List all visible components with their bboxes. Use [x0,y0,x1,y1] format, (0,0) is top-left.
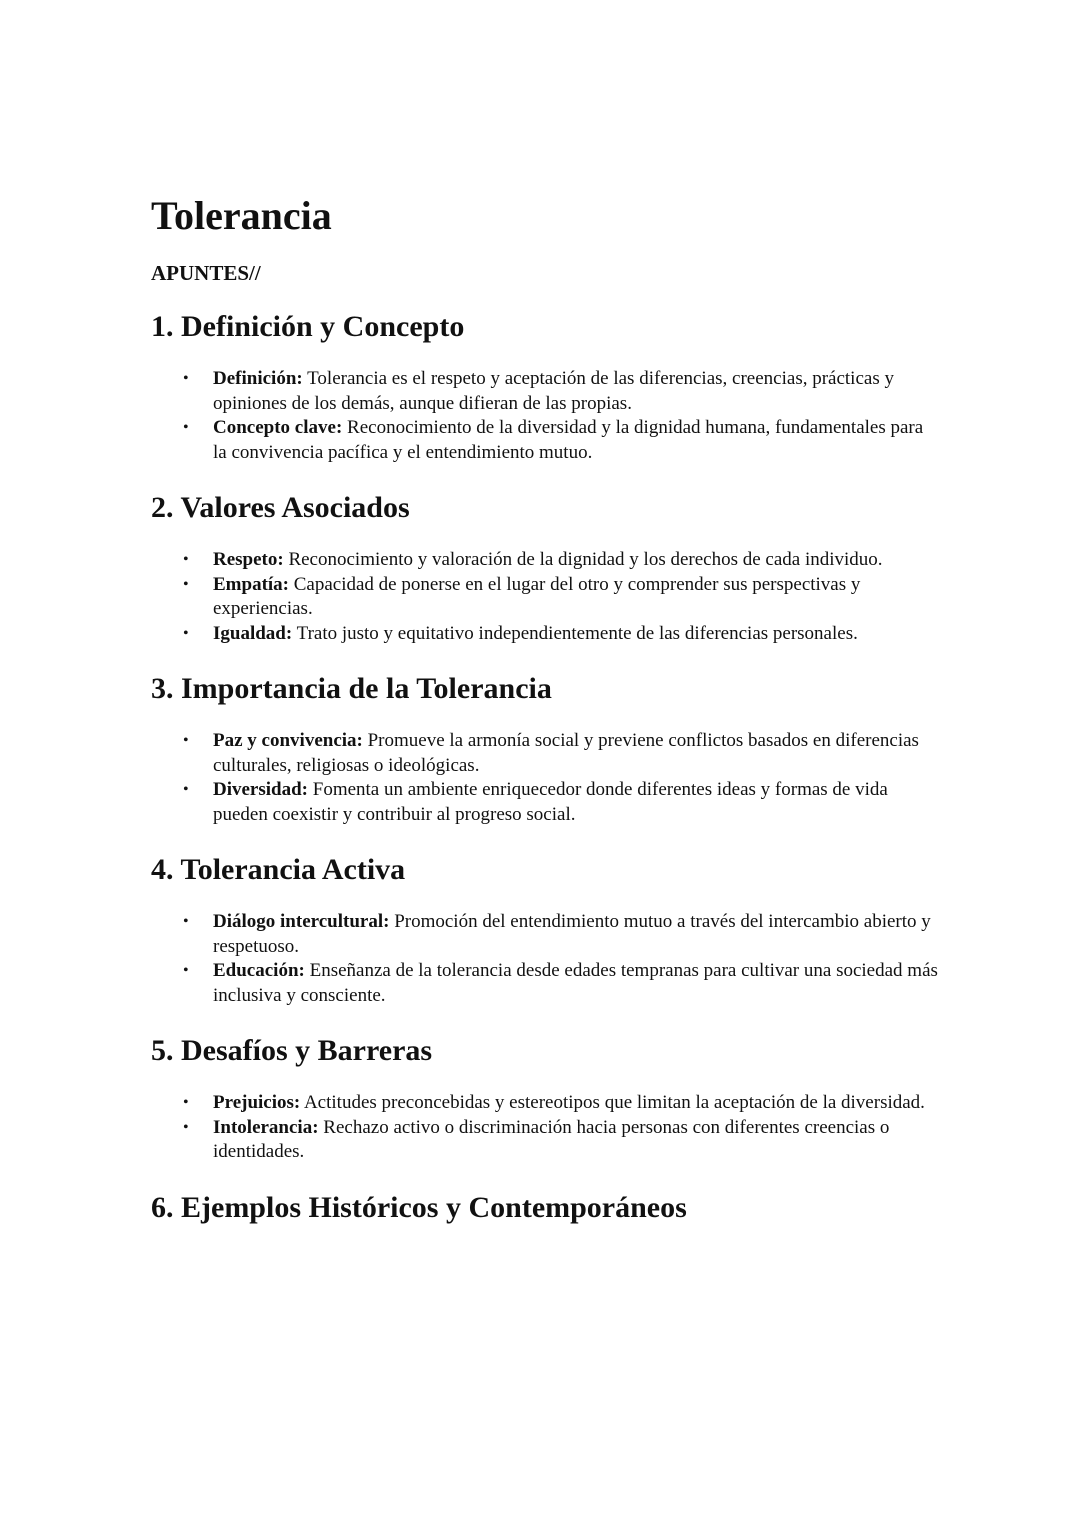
section-ejemplos [151,1190,941,1226]
item-term: Concepto clave: [213,417,343,438]
item-term: Diálogo intercultural: [213,911,390,932]
list-item [183,367,941,416]
bullet-icon: • [183,551,189,568]
item-text: Capacidad de ponerse en el lugar del otro y comprender sus perspectivas y experiencias. [213,573,861,619]
list-item [183,416,941,465]
document-page [151,192,941,1226]
list-item [183,1116,941,1165]
bullet-icon: • [183,419,189,436]
bullet-list [151,1091,941,1165]
section-heading: 4. Tolerancia Activa [151,853,406,886]
bullet-icon: • [183,781,189,798]
item-text: Actitudes preconcebidas y estereotipos que limitan la aceptación de la diversidad. [303,1092,925,1113]
bullet-list [151,729,941,827]
bullet-list [151,910,941,1008]
bullet-icon: • [183,1118,189,1136]
section-valores [151,490,941,646]
item-term: Paz y convivencia: [213,730,363,751]
bullet-icon: • [183,732,189,749]
section-heading: 1. Definición y Concepto [151,310,465,343]
section-importancia [151,671,941,827]
item-text: Trato justo y equitativo independientemente de las diferencias personales. [296,622,858,644]
item-term: Educación: [213,960,305,981]
item-text: Rechazo activo o discriminación hacia personas con diferentes creencias o identidades. [213,1116,890,1162]
item-term: Intolerancia: [213,1116,319,1138]
item-term: Definición: [213,368,303,389]
item-text: Promoción del entendimiento mutuo a través del intercambio abierto y respetuoso. [213,911,931,957]
bullet-icon: • [183,370,189,387]
item-text: Fomenta un ambiente enriquecedor donde diferentes ideas y formas de vida pueden coexistir y contribuir al progreso social. [213,779,888,825]
bullet-icon: • [183,962,189,979]
list-item [183,729,941,778]
bullet-list [151,548,941,646]
bullet-icon: • [183,575,189,593]
list-item [183,959,941,1008]
bullet-icon: • [183,1094,189,1111]
item-term: Igualdad: [213,622,293,644]
item-text: Tolerancia es el respeto y aceptación de las diferencias, creencias, prácticas y opiniones de los demás, aunque difieran de las propias. [213,368,894,414]
item-term: Diversidad: [213,779,308,800]
document-subtitle: APUNTES// [151,261,261,285]
list-item [183,910,941,959]
bullet-icon: • [183,624,189,642]
list-item [183,548,941,573]
section-desafios [151,1033,941,1165]
item-text: Enseñanza de la tolerancia desde edades tempranas para cultivar una sociedad más inclusiva y consciente. [213,960,938,1006]
item-text: Promueve la armonía social y previene conflictos basados en diferencias culturales, religiosas o ideológicas. [213,730,919,776]
section-heading: 5. Desafíos y Barreras [151,1034,433,1067]
item-term: Empatía: [213,573,289,595]
list-item [183,778,941,827]
bullet-icon: • [183,913,189,930]
item-term: Respeto: [213,549,284,570]
section-definicion [151,309,941,465]
list-item [183,573,941,622]
document-title: Tolerancia [151,193,332,238]
section-tolerancia-activa [151,852,941,1008]
item-text: Reconocimiento y valoración de la dignidad y los derechos de cada individuo. [288,549,883,570]
section-heading: 6. Ejemplos Históricos y Contemporáneos [151,1190,687,1224]
item-text: Reconocimiento de la diversidad y la dignidad humana, fundamentales para la convivencia pacífica y el entendimiento mutuo. [213,417,924,463]
section-heading: 3. Importancia de la Tolerancia [151,672,552,705]
section-heading: 2. Valores Asociados [151,491,410,524]
list-item [183,1091,941,1116]
bullet-list [151,367,941,465]
item-term: Prejuicios: [213,1092,301,1113]
list-item [183,622,941,647]
